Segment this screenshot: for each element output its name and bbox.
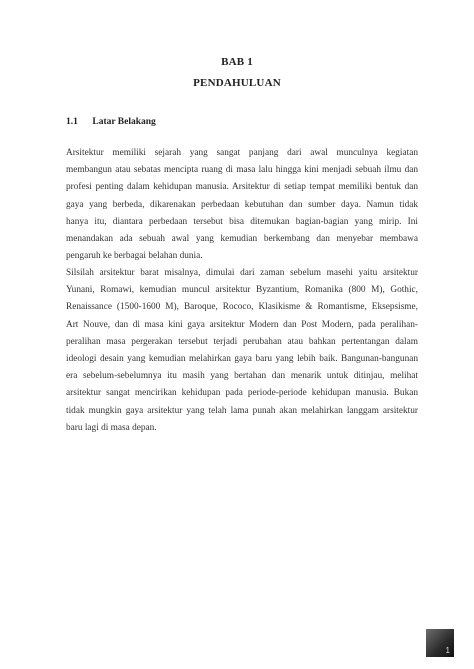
paragraph-line: Renaissance (1500-1600 M), Baroque, Rococo, Klasikisme & Romantisme, Eksepsisme, [66,302,418,313]
paragraph-line: hanya itu, diantara perbedaan tersebut bisa ditemukan bagian-bagian yang mirip. Ini [66,216,418,227]
paragraph-line: gaya yang berbeda, dikarenakan perbedaan kebutuhan dan sumber daya. Namun tidak [66,199,418,210]
section-number: 1.1 [66,117,78,127]
chapter-title: PENDAHULUAN [193,77,281,89]
paragraph-line: membangun atau sebatas mencipta ruang di masa lalu hingga kini menjadi sebuah ilmu dan [66,165,418,176]
paragraph-line: profesi penting dalam kehidupan manusia. Arsitektur di setiap tempat memiliki bentuk dan [66,182,418,193]
paragraph-2 [66,265,418,437]
paragraph-line: Silsilah arsitektur barat misalnya, dimulai dari zaman sebelum masehi yaitu arsitektur [66,268,418,278]
paragraph-1 [66,145,418,265]
paragraph-line: Yunani, Romawi, kemudian muncul arsitektur Byzantium, Romanika (800 M), Gothic, [66,285,418,296]
paragraph-line: menandakan ada sebuah awal yang kemudian berkembang dan menyebar membawa [66,234,418,245]
page-number: 1 [445,646,450,655]
paragraph-line: pengaruh ke berbagai belahan dunia. [66,251,203,262]
paragraph-line: peralihan masa pergerakan tersebut terjadi perubahan atau bahkan pertentangan dalam [66,336,418,347]
chapter-number: BAB 1 [221,56,253,68]
paragraph-line: ideologi desain yang kemudian melahirkan gaya baru yang lebih baik. Bangunan-bangunan [66,354,418,365]
section-heading [66,117,156,127]
paragraph-line: Art Nouve, dan di masa kini gaya arsitektur Modern dan Post Modern, pada peralihan- [66,319,418,330]
paragraph-line: Arsitektur memiliki sejarah yang sangat panjang dari awal munculnya kegiatan [66,148,418,158]
paragraph-line: baru lagi di masa depan. [66,422,157,433]
paragraph-line: tidak mungkin gaya arsitektur yang telah lama punah akan melahirkan langgam arsitektur [66,405,418,416]
section-title: Latar Belakang [92,117,156,127]
paragraph-line: arsitektur sangat mencirikan kehidupan pada periode-periode kehidupan manusia. Bukan [66,388,418,399]
paragraph-line: era sebelum-sebelumnya itu masih yang bertahan dan menarik untuk ditinjau, melihat [66,371,418,382]
